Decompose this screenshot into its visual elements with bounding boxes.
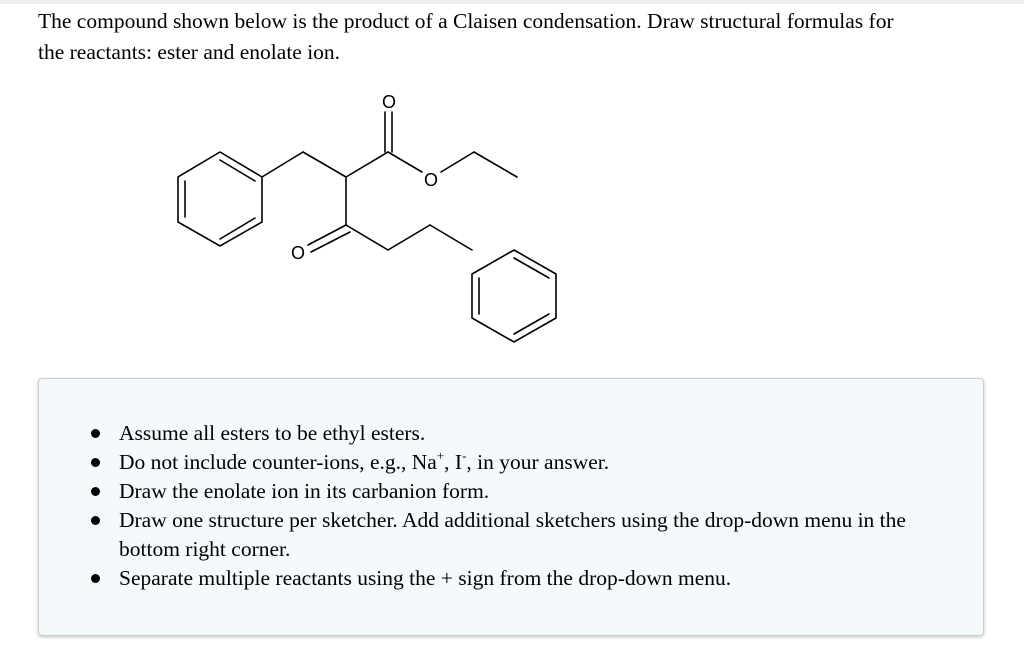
ketone-oxygen-label: O (291, 243, 306, 263)
superscript-minus: - (462, 448, 467, 463)
hint-item-counter-ions (39, 448, 983, 477)
question-line-2: the reactants: ester and enolate ion. (38, 40, 341, 64)
ester-oxygen-label: O (424, 170, 439, 190)
ethyl-bond-1 (441, 152, 474, 172)
bullet (91, 574, 100, 583)
hint-text: Assume all esters to be ethyl esters. (119, 421, 426, 445)
ester-single-bond (388, 152, 422, 172)
bullet (91, 429, 100, 438)
hint-item-carbanion (39, 477, 983, 506)
hint-text: Separate multiple reactants using the + sign from the drop-down menu. (119, 566, 732, 590)
hint-item-sketchers (39, 506, 983, 564)
left-benzene-ring (178, 152, 262, 246)
hint-text-mid: , I (444, 450, 463, 474)
right-ring-inner-bond-1 (514, 258, 549, 278)
ketone-carbonyl-bond-b (311, 232, 350, 252)
question-text (38, 6, 998, 68)
benzyl-bond-1 (262, 152, 303, 177)
question-line-1: The compound shown below is the product of a Claisen condensation. Draw structural formulas for (38, 9, 894, 33)
ketone-carbonyl-bond-a (308, 225, 346, 245)
hint-text-after: , in your answer. (466, 450, 610, 474)
right-benzene-ring (472, 250, 556, 342)
hint-text-before: Do not include counter-ions, e.g., Na (119, 450, 437, 474)
top-rule (0, 0, 1024, 4)
atom-labels (291, 92, 438, 263)
ring-attach-bond (430, 225, 472, 250)
hint-list (39, 419, 983, 593)
ch2-to-ring-bond (388, 225, 430, 250)
hint-text: Draw one structure per sketcher. Add additional sketchers using the drop-down menu in the bottom right corner. (119, 508, 906, 561)
hint-item-plus-sign (39, 564, 983, 593)
hint-text: Draw the enolate ion in its carbanion form. (119, 479, 490, 503)
superscript-plus: + (436, 448, 445, 463)
right-ring-inner-bond-2 (514, 314, 549, 334)
bullet (91, 458, 100, 467)
ketone-to-ch2-bond (346, 225, 388, 250)
product-structure (160, 82, 580, 344)
carbonyl-oxygen-label: O (382, 92, 397, 112)
hint-item-ethyl-esters (39, 419, 983, 448)
bond-lines (178, 112, 556, 342)
benzyl-bond-2 (303, 152, 346, 177)
bullet (91, 487, 100, 496)
bullet (91, 516, 100, 525)
alpha-to-ester-bond (346, 152, 388, 177)
ethyl-bond-2 (474, 152, 517, 177)
hint-box (38, 378, 984, 636)
